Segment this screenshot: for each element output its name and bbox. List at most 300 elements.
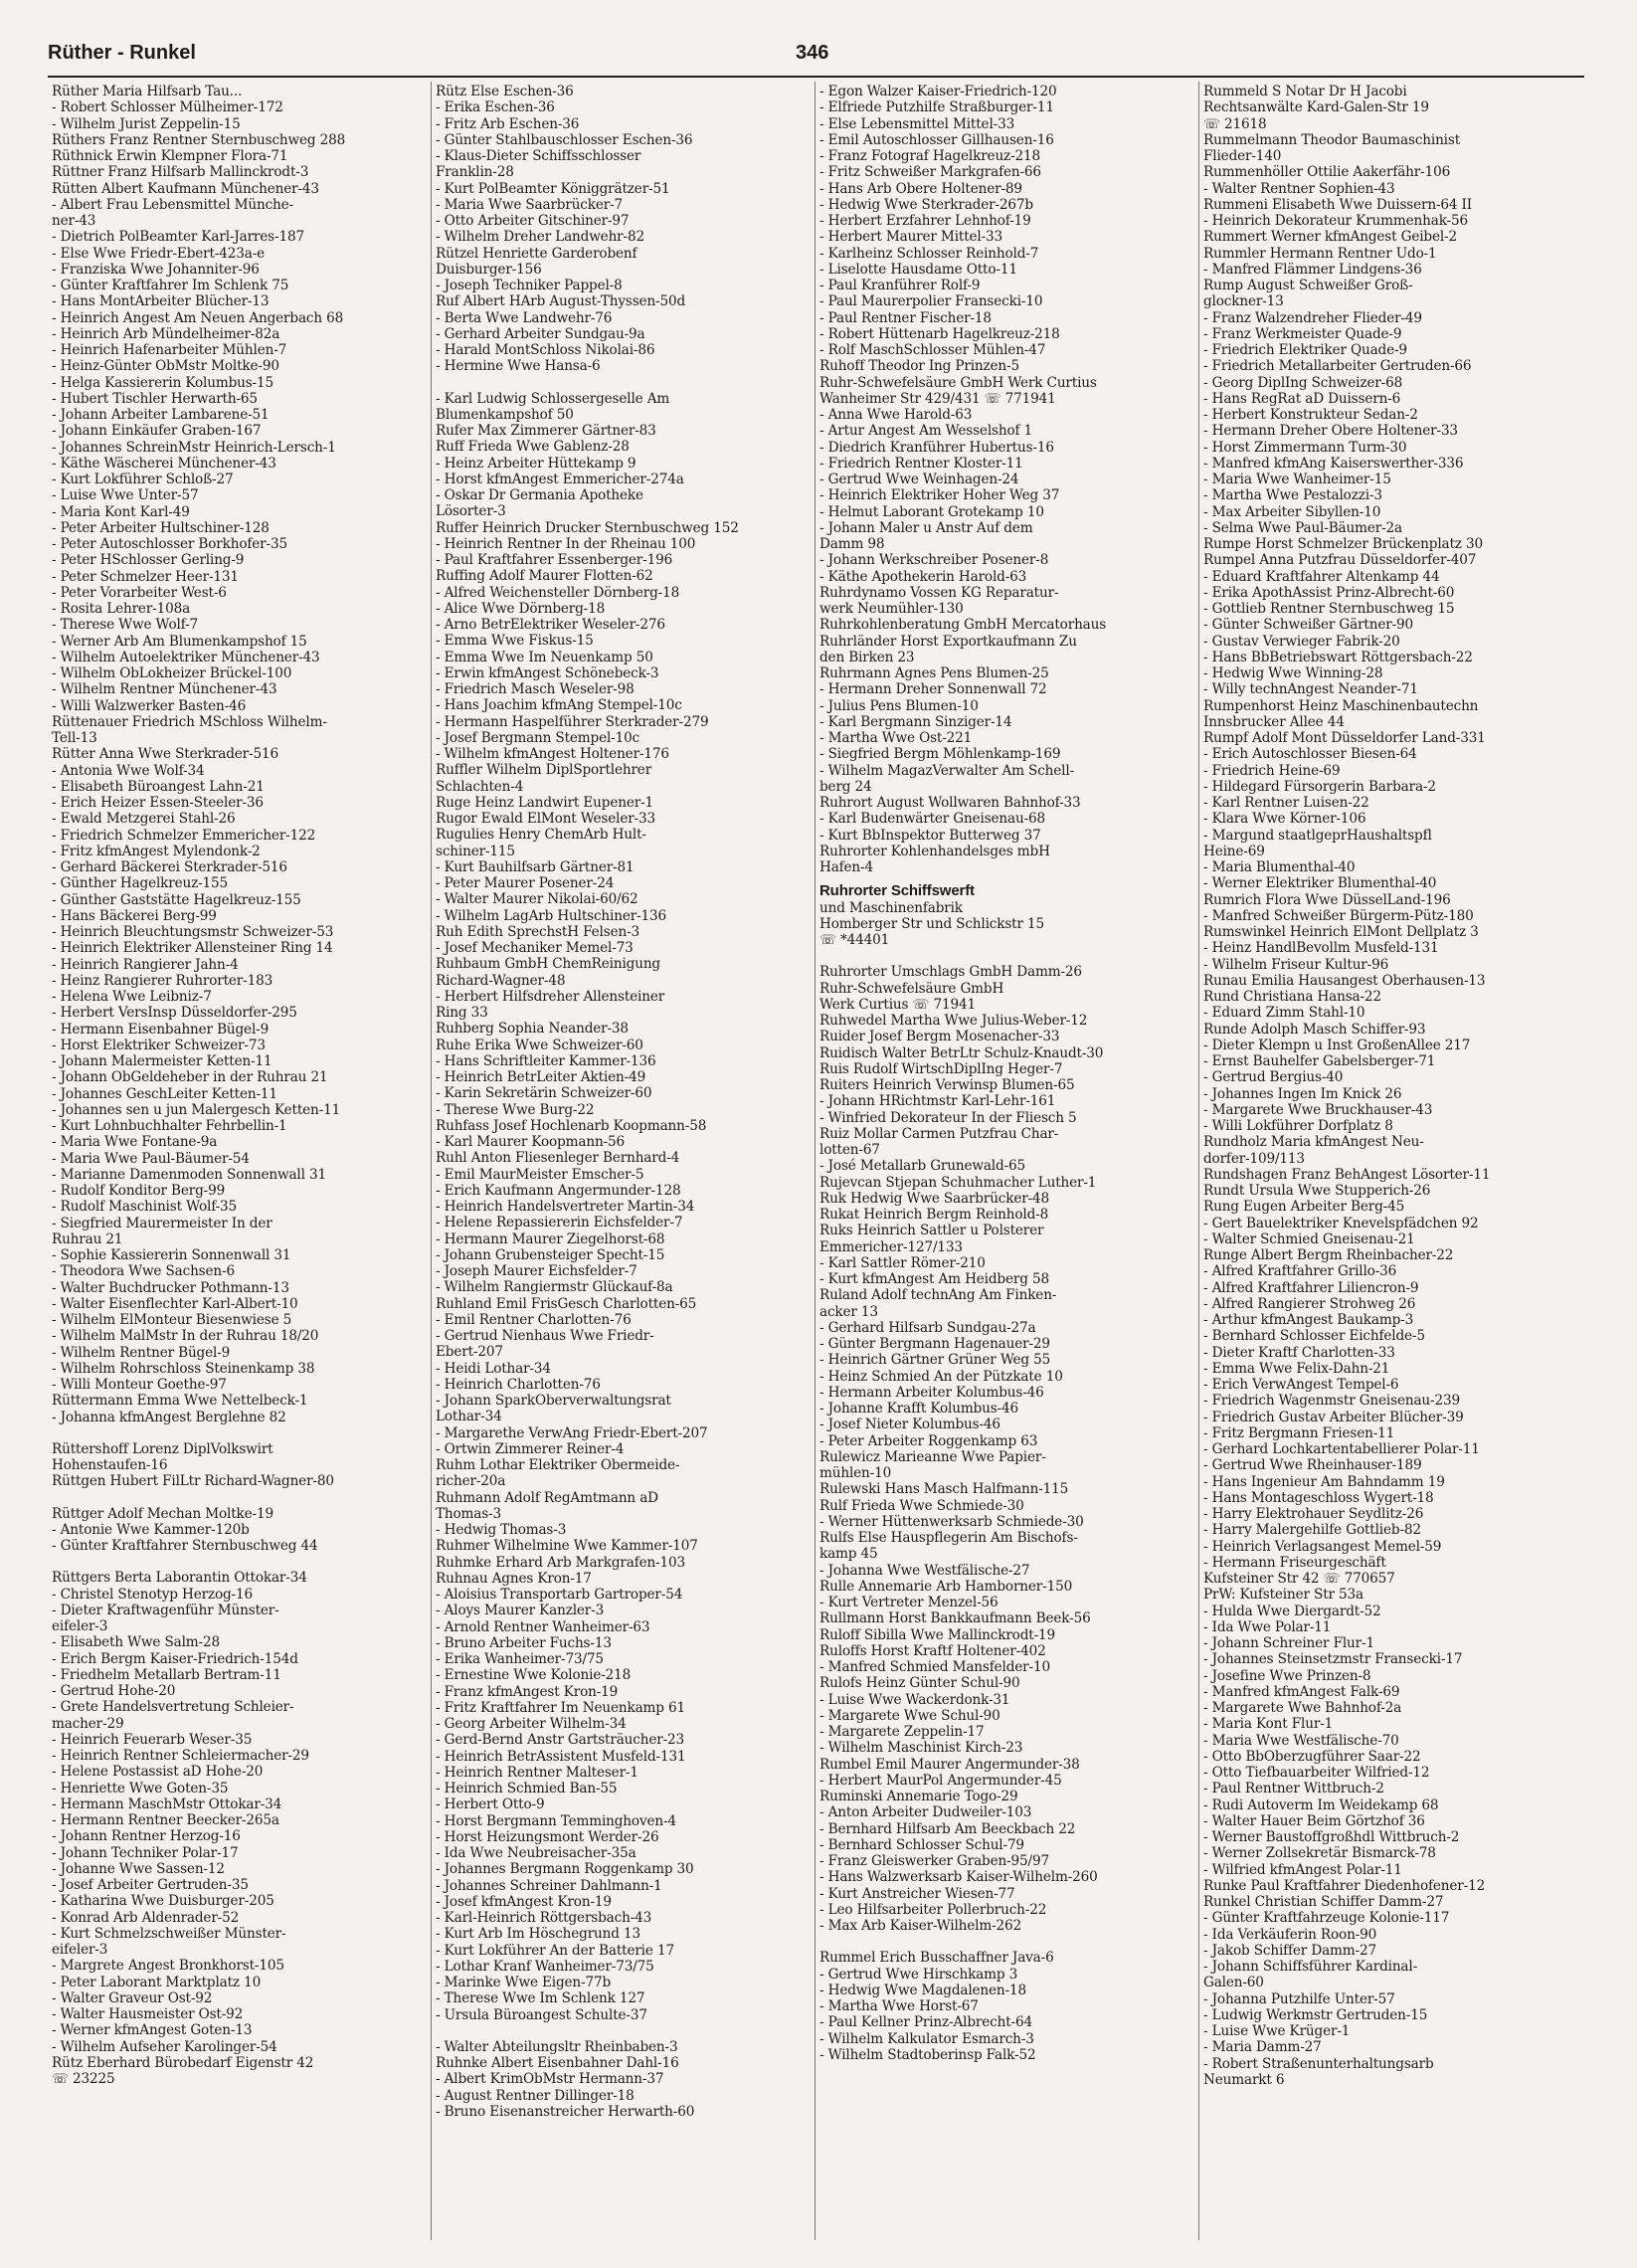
directory-entry: Ruh Edith SprechstH Felsen-3 xyxy=(436,923,640,940)
directory-entry: Ruis Rudolf WirtschDiplIng Heger-7 xyxy=(819,1060,1063,1077)
directory-entry: - Heinrich Elektriker Allensteiner Ring 14 xyxy=(52,940,333,957)
directory-entry: - Wilhelm Rentner Bügel-9 xyxy=(52,1344,231,1361)
directory-entry: - Karlheinz Schlosser Reinhold-7 xyxy=(819,245,1039,262)
directory-entry: Ruminski Annemarie Togo-29 xyxy=(819,1789,1018,1804)
directory-entry: - August Rentner Dillinger-18 xyxy=(436,2087,635,2104)
directory-entry: Ruhfass Josef Hochlenarb Koopmann-58 xyxy=(436,1117,707,1134)
directory-entry: - Egon Walzer Kaiser-Friedrich-120 xyxy=(819,84,1057,99)
directory-entry: - Hedwig Wwe Magdalenen-18 xyxy=(819,1982,1026,1998)
directory-entry: - Jakob Schiffer Damm-27 xyxy=(1203,1942,1376,1959)
directory-entry: - Georg Arbeiter Wilhelm-34 xyxy=(436,1716,627,1732)
directory-entry: - Werner Baustoffgroßhdl Wittbruch-2 xyxy=(1203,1829,1460,1845)
directory-entry: - Liselotte Hausdame Otto-11 xyxy=(819,261,1017,278)
directory-entry: - Arthur kfmAngest Baukamp-3 xyxy=(1203,1312,1414,1328)
directory-entry: - Otto Tiefbauarbeiter Wilfried-12 xyxy=(1203,1765,1430,1781)
directory-entry: - Therese Wwe Wolf-7 xyxy=(52,617,199,634)
directory-entry: Ruff Frieda Wwe Gablenz-28 xyxy=(436,439,630,456)
directory-entry: - Gertrud Wwe Weinhagen-24 xyxy=(819,472,1019,487)
directory-entry: Blumenkampshof 50 xyxy=(436,406,574,423)
directory-entry: - Karin Sekretärin Schweizer-60 xyxy=(436,1085,652,1102)
directory-entry: - Manfred kfmAng Kaiserswerther-336 xyxy=(1203,455,1464,472)
directory-entry: - Maria Blumenthal-40 xyxy=(1203,859,1356,875)
directory-entry: kamp 45 xyxy=(819,1546,878,1563)
directory-entry: - Horst kfmAngest Emmericher-274a xyxy=(436,471,684,487)
directory-entry: Rugulies Henry ChemArb Hult- xyxy=(436,827,646,844)
directory-entry: - Hedwig Wwe Sterkrader-267b xyxy=(819,196,1033,213)
directory-entry: - Maria Wwe Paul-Bäumer-54 xyxy=(52,1150,250,1167)
directory-entry: - Friedrich Gustav Arbeiter Blücher-39 xyxy=(1203,1409,1464,1425)
directory-entry: - Heinrich Rentner In der Rheinau 100 xyxy=(436,535,696,552)
directory-entry: - Dieter Klempn u Inst GroßenAllee 217 xyxy=(1203,1037,1471,1053)
page-number: 346 xyxy=(796,42,829,64)
directory-entry: - Günter Kraftfahrer Sternbuschweg 44 xyxy=(52,1538,318,1554)
directory-entry: - Joseph Techniker Pappel-8 xyxy=(436,278,623,293)
directory-entry: - Josef Mechaniker Memel-73 xyxy=(436,940,634,956)
directory-entry: Ruhe Erika Wwe Schweizer-60 xyxy=(436,1037,643,1053)
directory-entry: - Franz kfmAngest Kron-19 xyxy=(436,1683,619,1700)
directory-entry: - Otto Arbeiter Gitschiner-97 xyxy=(436,213,630,229)
directory-entry: - Elfriede Putzhilfe Straßburger-11 xyxy=(819,99,1054,116)
directory-entry: - Günther Gaststätte Hagelkreuz-155 xyxy=(52,891,301,908)
directory-entry: - Ernst Bauhelfer Gabelsberger-71 xyxy=(1203,1053,1436,1069)
directory-entry: - Walter Graveur Ost-92 xyxy=(52,1989,213,2006)
directory-entry: - Willi Walzwerker Basten-46 xyxy=(52,697,247,714)
directory-entry: - Manfred kfmAngest Falk-69 xyxy=(1203,1683,1400,1700)
directory-entry: PrW: Kufsteiner Str 53a xyxy=(1203,1587,1364,1604)
directory-entry: - Alice Wwe Dörnberg-18 xyxy=(436,600,606,617)
directory-entry: - Martha Wwe Pestalozzi-3 xyxy=(1203,487,1382,504)
directory-entry: - José Metallarb Grunewald-65 xyxy=(819,1158,1025,1175)
directory-entry: - Wilhelm MalMstr In der Ruhrau 18/20 xyxy=(52,1328,319,1345)
directory-entry: - Bernhard Hilfsarb Am Beeckbach 22 xyxy=(819,1820,1076,1837)
directory-entry: Rulewski Hans Masch Halfmann-115 xyxy=(819,1481,1069,1498)
directory-entry: Duisburger-156 xyxy=(436,261,542,278)
directory-entry: - Paul Kellner Prinz-Albrecht-64 xyxy=(819,2014,1032,2031)
directory-entry: schiner-115 xyxy=(436,843,515,859)
directory-entry: - Franz Gleiswerker Graben-95/97 xyxy=(819,1853,1049,1869)
directory-entry: Ruider Josef Bergm Mosenacher-33 xyxy=(819,1029,1060,1045)
directory-entry: - Gottlieb Rentner Sternbuschweg 15 xyxy=(1203,601,1455,617)
directory-entry: - Heinz Rangierer Ruhrorter-183 xyxy=(52,972,273,989)
directory-entry: Runge Albert Bergm Rheinbacher-22 xyxy=(1203,1247,1454,1263)
directory-entry: - Albert Frau Lebensmittel Münche- xyxy=(52,196,293,213)
directory-entry: - Walter Schmied Gneisenau-21 xyxy=(1203,1230,1415,1247)
directory-entry: Heine-69 xyxy=(1203,843,1265,859)
directory-entry: - Wilhelm ElMonteur Biesenwiese 5 xyxy=(52,1312,292,1328)
directory-entry: - Wilhelm ObLokheizer Brückel-100 xyxy=(52,665,292,681)
directory-entry: - Helene Repassiererin Eichsfelder-7 xyxy=(436,1215,683,1231)
directory-entry: - Günther Hagelkreuz-155 xyxy=(52,875,229,892)
directory-entry: - Hans BbBetriebswart Röttgersbach-22 xyxy=(1203,649,1473,665)
directory-entry: - Josef Bergmann Stempel-10c xyxy=(436,729,640,746)
directory-entry: - Johann HRichtmstr Karl-Lehr-161 xyxy=(819,1093,1056,1110)
directory-entry: Rüttgen Hubert FilLtr Richard-Wagner-80 xyxy=(52,1473,334,1490)
directory-entry: Ruks Heinrich Sattler u Polsterer xyxy=(819,1223,1044,1239)
directory-entry: - Johann ObGeldeheber in der Ruhrau 21 xyxy=(52,1069,328,1086)
directory-entry: - Eduard Zimm Stahl-10 xyxy=(1203,1005,1365,1022)
directory-entry: - Arno BetrElektriker Weseler-276 xyxy=(436,617,665,633)
directory-entry: - Hedwig Thomas-3 xyxy=(436,1522,567,1538)
directory-entry: Ruhwedel Martha Wwe Julius-Weber-12 xyxy=(819,1013,1088,1029)
directory-entry: - Erich Heizer Essen-Steeler-36 xyxy=(52,795,264,811)
directory-entry: - Hermann Eisenbahner Bügel-9 xyxy=(52,1021,270,1038)
directory-entry: - Konrad Arb Aldenrader-52 xyxy=(52,1909,240,1926)
directory-entry: - Emil MaurMeister Emscher-5 xyxy=(436,1166,644,1183)
directory-entry: - Maria Wwe Fontane-9a xyxy=(52,1134,218,1151)
directory-entry: - Manfred Flämmer Lindgens-36 xyxy=(1203,261,1422,278)
directory-entry: - Maria Damm-27 xyxy=(1203,2039,1322,2056)
directory-entry: - Gert Bauelektriker Knevelspfädchen 92 xyxy=(1203,1215,1479,1231)
directory-entry: - Joseph Maurer Eichsfelder-7 xyxy=(436,1263,637,1279)
directory-entry: - Johannes SchreinMstr Heinrich-Lersch-1 xyxy=(52,439,336,456)
directory-entry: Rummert Werner kfmAngest Geibel-2 xyxy=(1203,229,1457,246)
directory-entry: - Johann Malermeister Ketten-11 xyxy=(52,1053,273,1069)
directory-entry: - Alfred Weichensteller Dörnberg-18 xyxy=(436,584,680,601)
directory-entry: - Johannes sen u jun Malergesch Ketten-11 xyxy=(52,1101,341,1118)
directory-entry: Ruge Heinz Landwirt Eupener-1 xyxy=(436,794,654,811)
directory-entry: - Peter Maurer Posener-24 xyxy=(436,875,615,891)
directory-entry: - Harry Malergehilfe Gottlieb-82 xyxy=(1203,1522,1421,1539)
directory-entry: - Erika ApothAssist Prinz-Albrecht-60 xyxy=(1203,584,1455,601)
directory-entry: - Heinrich Handelsvertreter Martin-34 xyxy=(436,1199,695,1215)
directory-entry: Rugor Ewald ElMont Weseler-33 xyxy=(436,811,656,827)
directory-entry: - Herbert Otto-9 xyxy=(436,1796,545,1813)
directory-entry: Ruf Albert HArb August-Thyssen-50d xyxy=(436,293,686,310)
directory-entry: Rummler Hermann Rentner Udo-1 xyxy=(1203,245,1437,262)
directory-entry: - Johann Rentner Herzog-16 xyxy=(52,1828,241,1845)
directory-entry: - Heidi Lothar-34 xyxy=(436,1360,551,1377)
directory-entry: - Luise Wwe Wackerdonk-31 xyxy=(819,1691,1010,1708)
directory-entry: Rundholz Maria kfmAngest Neu- xyxy=(1203,1134,1424,1151)
directory-entry: - Karl Maurer Koopmann-56 xyxy=(436,1134,625,1150)
directory-entry: - Otto BbOberzugführer Saar-22 xyxy=(1203,1748,1421,1765)
directory-entry: - Franz Walzendreher Flieder-49 xyxy=(1203,309,1422,326)
directory-entry: - Bernhard Schlosser Eichfelde-5 xyxy=(1203,1328,1425,1345)
directory-entry: - Hermann Maurer Ziegelhorst-68 xyxy=(436,1230,665,1247)
directory-entry: - Helena Wwe Leibniz-7 xyxy=(52,989,212,1005)
directory-entry: Ruhrmann Agnes Pens Blumen-25 xyxy=(819,665,1049,681)
directory-entry: - Friedrich Schmelzer Emmericher-122 xyxy=(52,827,316,844)
directory-entry: - Aloys Maurer Kanzler-3 xyxy=(436,1603,605,1619)
directory-entry: - Hans Arb Obere Holtener-89 xyxy=(819,180,1022,197)
directory-entry: Richard-Wagner-48 xyxy=(436,972,566,989)
page-header xyxy=(48,40,1584,78)
directory-entry: Rulf Frieda Wwe Schmiede-30 xyxy=(819,1497,1024,1514)
directory-entry: macher-29 xyxy=(52,1715,124,1732)
directory-entry: Rumpel Anna Putzfrau Düsseldorfer-407 xyxy=(1203,552,1477,569)
directory-entry: - Kurt Lohnbuchhalter Fehrbellin-1 xyxy=(52,1118,287,1134)
directory-entry: - Siegfried Maurermeister In der xyxy=(52,1215,273,1231)
directory-entry: Rütter Anna Wwe Sterkrader-516 xyxy=(52,746,278,763)
directory-entry: Ruk Hedwig Wwe Saarbrücker-48 xyxy=(819,1190,1050,1207)
directory-entry: acker 13 xyxy=(819,1303,878,1320)
directory-entry: - Margarete Wwe Bahnhof-2a xyxy=(1203,1700,1402,1716)
directory-entry: - Johann Werkschreiber Posener-8 xyxy=(819,552,1049,569)
directory-entry: werk Neumühler-130 xyxy=(819,601,964,617)
directory-entry: - Anna Wwe Harold-63 xyxy=(819,407,973,423)
directory-entry: Rüttermann Emma Wwe Nettelbeck-1 xyxy=(52,1393,308,1410)
directory-entry: - Berta Wwe Landwehr-76 xyxy=(436,309,613,326)
directory-entry: - Heinrich Verlagsangest Memel-59 xyxy=(1203,1538,1442,1555)
directory-entry: - Paul Kraftfahrer Essenberger-196 xyxy=(436,552,673,568)
directory-entry: Ruhrdynamo Vossen KG Reparatur- xyxy=(819,584,1059,601)
directory-entry: - Georg DiplIng Schweizer-68 xyxy=(1203,374,1403,391)
directory-entry: - Robert Schlosser Mülheimer-172 xyxy=(52,99,283,116)
directory-entry: - Gertrud Hohe-20 xyxy=(52,1683,176,1699)
directory-entry: - Franziska Wwe Johanniter-96 xyxy=(52,261,260,278)
directory-entry: Tell-13 xyxy=(52,730,97,746)
directory-entry: - Herbert Konstrukteur Sedan-2 xyxy=(1203,407,1418,423)
directory-entry: - Friedrich Rentner Kloster-11 xyxy=(819,455,1023,472)
directory-entry: - Hans Schriftleiter Kammer-136 xyxy=(436,1052,656,1069)
directory-entry: - Karl-Heinrich Röttgersbach-43 xyxy=(436,1910,652,1926)
directory-entry: - Josefine Wwe Prinzen-8 xyxy=(1203,1667,1371,1684)
directory-entry: - Hans Ingenieur Am Bahndamm 19 xyxy=(1203,1473,1445,1490)
directory-entry: - Wilhelm Kalkulator Esmarch-3 xyxy=(819,2030,1034,2047)
directory-entry: - Manfred Schmied Mansfelder-10 xyxy=(819,1659,1050,1675)
directory-entry: - Johann Schreiner Flur-1 xyxy=(1203,1635,1374,1651)
directory-entry: - Wilhelm Dreher Landwehr-82 xyxy=(436,229,644,246)
directory-entry: - Kurt Lokführer An der Batterie 17 xyxy=(436,1942,674,1959)
directory-entry: - Maria Wwe Westfälische-70 xyxy=(1203,1732,1399,1749)
directory-entry: Ruhbaum GmbH ChemReinigung xyxy=(436,956,660,973)
directory-entry: - Werner kfmAngest Goten-13 xyxy=(52,2022,253,2039)
directory-entry: Rüttger Adolf Mechan Moltke-19 xyxy=(52,1505,273,1522)
directory-entry: - Franz Werkmeister Quade-9 xyxy=(1203,325,1402,342)
directory-entry: - Werner Arb Am Blumenkampshof 15 xyxy=(52,633,307,650)
directory-entry: - Rosita Lehrer-108a xyxy=(52,601,191,617)
directory-entry: - Heinrich Charlotten-76 xyxy=(436,1376,601,1393)
directory-entry: - Bernhard Schlosser Schul-79 xyxy=(819,1836,1024,1853)
directory-entry: und Maschinenfabrik xyxy=(819,899,963,916)
directory-entry: lotten-67 xyxy=(819,1142,880,1158)
directory-entry: - Johann Arbeiter Lambarene-51 xyxy=(52,407,270,423)
directory-entry: - Peter Arbeiter Roggenkamp 63 xyxy=(819,1432,1038,1449)
directory-entry: - Hans RegRat aD Duissern-6 xyxy=(1203,390,1401,407)
directory-entry: - Günter Schweißer Gärtner-90 xyxy=(1203,617,1414,634)
directory-entry: - Erwin kfmAngest Schönebeck-3 xyxy=(436,664,659,681)
directory-entry: Ruhland Emil FrisGesch Charlotten-65 xyxy=(436,1295,697,1312)
directory-entry: - Walter Hauer Beim Görtzhof 36 xyxy=(1203,1812,1425,1829)
directory-entry: Rüttenauer Friedrich MSchloss Wilhelm- xyxy=(52,713,327,730)
directory-entry: Hohenstaufen-16 xyxy=(52,1457,168,1473)
directory-entry: Ruhr-Schwefelsäure GmbH xyxy=(819,980,1004,997)
directory-entry: - Günter Kraftfahrer Im Schlenk 75 xyxy=(52,278,289,293)
directory-entry: Ruhmann Adolf RegAmtmann aD xyxy=(436,1489,658,1506)
directory-entry: - Else Wwe Friedr-Ebert-423a-e xyxy=(52,245,266,262)
directory-entry: - Horst Heizungsmont Werder-26 xyxy=(436,1828,659,1845)
directory-entry: Homberger Str und Schlickstr 15 xyxy=(819,915,1044,932)
directory-entry: Hafen-4 xyxy=(819,859,873,875)
directory-entry: - Erich Autoschlosser Biesen-64 xyxy=(1203,746,1417,763)
directory-entry: - Josef kfmAngest Kron-19 xyxy=(436,1893,612,1910)
directory-entry: - Martha Wwe Horst-67 xyxy=(819,1998,979,2014)
directory-entry: Rüthnick Erwin Klempner Flora-71 xyxy=(52,148,288,164)
directory-entry: - Werner Elektriker Blumenthal-40 xyxy=(1203,875,1437,892)
directory-entry: - Fritz kfmAngest Mylendonk-2 xyxy=(52,843,261,859)
directory-entry: - Josef Arbeiter Gertruden-35 xyxy=(52,1877,249,1893)
directory-entry: - Karl Rentner Luisen-22 xyxy=(1203,795,1369,811)
directory-entry: Rummelmann Theodor Baumaschinist xyxy=(1203,131,1461,148)
directory-entry: - Hermann Dreher Obere Holtener-33 xyxy=(1203,423,1458,440)
directory-entry: - Alfred Kraftfahrer Liliencron-9 xyxy=(1203,1279,1419,1296)
directory-entry: - Walter Abteilungsltr Rheinbaben-3 xyxy=(436,2038,678,2055)
directory-entry: - Albert KrimObMstr Hermann-37 xyxy=(436,2071,664,2088)
directory-entry: - Theodora Wwe Sachsen-6 xyxy=(52,1263,235,1280)
directory-entry: - Leo Hilfsarbeiter Pollerbruch-22 xyxy=(819,1901,1047,1918)
directory-entry: Rüthers Franz Rentner Sternbuschweg 288 xyxy=(52,131,346,148)
directory-entry: - Henriette Wwe Goten-35 xyxy=(52,1780,229,1796)
directory-entry: - Katharina Wwe Duisburger-205 xyxy=(52,1893,274,1910)
directory-entry: Rütten Albert Kaufmann Münchener-43 xyxy=(52,180,319,197)
directory-entry: - Wilhelm Rentner Münchener-43 xyxy=(52,681,277,698)
directory-entry: - Johanne Wwe Sassen-12 xyxy=(52,1860,225,1877)
directory-entry: Ruhm Lothar Elektriker Obermeide- xyxy=(436,1457,680,1473)
directory-entry: - Günter Bergmann Hagenauer-29 xyxy=(819,1336,1050,1352)
directory-entry: - Erich Kaufmann Angermunder-128 xyxy=(436,1182,681,1199)
directory-entry: - Christel Stenotyp Herzog-16 xyxy=(52,1586,253,1603)
directory-entry: - Johanna kfmAngest Berglehne 82 xyxy=(52,1409,286,1425)
directory-entry: Kufsteiner Str 42 ☏ 770657 xyxy=(1203,1571,1395,1587)
directory-entry: - Günter Stahlbauschlosser Eschen-36 xyxy=(436,131,693,148)
directory-entry: - Heinrich Rentner Schleiermacher-29 xyxy=(52,1748,309,1764)
directory-entry: - Kurt Bauhilfsarb Gärtner-81 xyxy=(436,858,635,875)
column-1 xyxy=(48,82,432,2240)
directory-entry: - Johannes Schreiner Dahlmann-1 xyxy=(436,1877,662,1894)
directory-entry: Ruhmer Wilhelmine Wwe Kammer-107 xyxy=(436,1538,698,1555)
directory-entry: - Julius Pens Blumen-10 xyxy=(819,697,979,714)
directory-entry: Rummeni Elisabeth Wwe Duissern-64 II xyxy=(1203,196,1472,213)
directory-entry: - Werner Zollsekretär Bismarck-78 xyxy=(1203,1845,1436,1862)
directory-entry: berg 24 xyxy=(819,778,872,795)
directory-entry: ☏ *44401 xyxy=(819,932,890,948)
directory-entry: richer-20a xyxy=(436,1473,506,1490)
directory-entry: - Wilhelm Aufseher Karolinger-54 xyxy=(52,2038,277,2055)
directory-entry: - Klara Wwe Körner-106 xyxy=(1203,811,1366,828)
directory-entry: - Erich Bergm Kaiser-Friedrich-154d xyxy=(52,1650,298,1667)
directory-entry: - Margarete Wwe Schul-90 xyxy=(819,1707,1000,1724)
directory-entry: Flieder-140 xyxy=(1203,148,1282,164)
directory-entry: - Kurt Anstreicher Wiesen-77 xyxy=(819,1885,1015,1902)
directory-entry: - Rudolf Maschinist Wolf-35 xyxy=(52,1199,238,1216)
directory-entry: - Rolf MaschSchlosser Mühlen-47 xyxy=(819,342,1046,358)
directory-entry: - Kurt BbInspektor Butterweg 37 xyxy=(819,827,1041,844)
directory-entry: Rütz Eberhard Bürobedarf Eigenstr 42 xyxy=(52,2054,314,2071)
directory-entry: - Manfred Schweißer Bürgerm-Pütz-180 xyxy=(1203,907,1474,924)
directory-entry: - Friedhelm Metallarb Bertram-11 xyxy=(52,1666,281,1683)
directory-entry: Ruhberg Sophia Neander-38 xyxy=(436,1021,629,1038)
directory-entry: Rung Eugen Arbeiter Berg-45 xyxy=(1203,1199,1405,1216)
directory-entry: - Emma Wwe Felix-Dahn-21 xyxy=(1203,1360,1390,1377)
directory-entry: - Gertrud Wwe Hirschkamp 3 xyxy=(819,1966,1018,1983)
directory-entry: Rump August Schweißer Groß- xyxy=(1203,278,1413,293)
directory-entry: - Hulda Wwe Diergardt-52 xyxy=(1203,1603,1381,1619)
directory-entry: - Hans MontArbeiter Blücher-13 xyxy=(52,293,270,310)
directory-entry: - Heinz Arbeiter Hüttekamp 9 xyxy=(436,455,637,472)
directory-entry: - Willy technAngest Neander-71 xyxy=(1203,681,1418,698)
directory-entry: - Maria Kont Flur-1 xyxy=(1203,1716,1334,1733)
directory-entry: - Ida Wwe Polar-11 xyxy=(1203,1618,1332,1635)
directory-entry: Ebert-207 xyxy=(436,1344,503,1361)
directory-entry: - Heinz Schmied An der Pützkate 10 xyxy=(819,1368,1063,1385)
directory-entry: Werk Curtius ☏ 71941 xyxy=(819,996,977,1013)
directory-entry: - Johann SparkOberverwaltungsrat xyxy=(436,1393,671,1409)
directory-entry: - Hubert Tischler Herwarth-65 xyxy=(52,390,258,407)
directory-entry: - Friedrich Metallarbeiter Gertruden-66 xyxy=(1203,358,1472,375)
directory-entry: - Paul Rentner Fischer-18 xyxy=(819,309,992,326)
directory-entry: Galen-60 xyxy=(1203,1975,1264,1991)
directory-entry: - Diedrich Kranführer Hubertus-16 xyxy=(819,439,1054,456)
directory-entry: - Walter Eisenflechter Karl-Albert-10 xyxy=(52,1295,298,1312)
directory-entry: - Johann Grubensteiger Specht-15 xyxy=(436,1246,665,1263)
directory-entry: - Günter Kraftfahrzeuge Kolonie-117 xyxy=(1203,1910,1450,1927)
directory-entry: - Maria Wwe Wanheimer-15 xyxy=(1203,472,1391,487)
directory-entry: - Josef Nieter Kolumbus-46 xyxy=(819,1417,1000,1433)
directory-entry: - Hedwig Wwe Winning-28 xyxy=(1203,665,1383,681)
directory-entry: - Hermann Rentner Beecker-265a xyxy=(52,1812,279,1828)
directory-entry: Franklin-28 xyxy=(436,164,514,181)
directory-entry: - Oskar Dr Germania Apotheke xyxy=(436,487,643,503)
directory-entry: - Wilhelm Stadtoberinsp Falk-52 xyxy=(819,2046,1036,2063)
directory-entry: - Erika Eschen-36 xyxy=(436,99,555,116)
directory-entry: Rulfs Else Hauspflegerin Am Bischofs- xyxy=(819,1530,1078,1546)
directory-entry: - Paul Rentner Wittbruch-2 xyxy=(1203,1781,1384,1797)
directory-entry: - Luise Wwe Krüger-1 xyxy=(1203,2023,1351,2039)
directory-entry: - Gerd-Bernd Anstr Gartsträucher-23 xyxy=(436,1732,685,1749)
directory-entry: Ruloffs Horst Kraftf Holtener-402 xyxy=(819,1642,1046,1659)
directory-entry: Ring 33 xyxy=(436,1005,488,1021)
directory-entry: den Birken 23 xyxy=(819,649,915,665)
directory-entry: - Johann Techniker Polar-17 xyxy=(52,1844,239,1861)
directory-entry: - Hans Walzwerksarb Kaiser-Wilhelm-260 xyxy=(819,1869,1098,1886)
directory-entry: Ruhrort August Wollwaren Bahnhof-33 xyxy=(819,795,1081,811)
directory-entry: - Margrete Angest Bronkhorst-105 xyxy=(52,1958,284,1975)
directory-entry: Ruiters Heinrich Verwinsp Blumen-65 xyxy=(819,1077,1075,1093)
directory-entry: - Ida Verkäuferin Roon-90 xyxy=(1203,1926,1377,1943)
directory-entry: - Siegfried Bergm Möhlenkamp-169 xyxy=(819,746,1061,763)
directory-entry: - Heinz-Günter ObMstr Moltke-90 xyxy=(52,358,279,375)
directory-entry: - Dieter Kraftf Charlotten-33 xyxy=(1203,1344,1395,1361)
directory-entry: - Fritz Bergmann Friesen-11 xyxy=(1203,1424,1395,1441)
directory-entry: - Heinrich Elektriker Hoher Weg 37 xyxy=(819,487,1060,504)
directory-entry: - Walter Maurer Nikolai-60/62 xyxy=(436,891,638,908)
directory-entry: Rumbel Emil Maurer Angermunder-38 xyxy=(819,1756,1080,1773)
directory-entry: - Walter Rentner Sophien-43 xyxy=(1203,180,1395,197)
directory-entry: - Kurt Schmelzschweißer Münster- xyxy=(52,1925,286,1942)
directory-entry: - Eduard Kraftfahrer Altenkamp 44 xyxy=(1203,568,1440,585)
directory-entry: Ruhnke Albert Eisenbahner Dahl-16 xyxy=(436,2055,679,2071)
directory-entry: - Ernestine Wwe Kolonie-218 xyxy=(436,1667,632,1684)
directory-entry: Ruffing Adolf Maurer Flotten-62 xyxy=(436,568,653,585)
directory-entry: - Erich VerwAngest Tempel-6 xyxy=(1203,1377,1399,1393)
directory-entry: - Maria Kont Karl-49 xyxy=(52,503,190,520)
directory-entry: - Bruno Arbeiter Fuchs-13 xyxy=(436,1634,612,1651)
running-head: Rüther - Runkel xyxy=(48,42,196,64)
directory-entry: - Artur Angest Am Wesselshof 1 xyxy=(819,423,1033,440)
directory-entry: - Max Arbeiter Sibyllen-10 xyxy=(1203,503,1381,520)
directory-entry: - Gertrud Wwe Rheinhauser-189 xyxy=(1203,1457,1422,1474)
directory-entry: - Rudi Autoverm Im Weidekamp 68 xyxy=(1203,1796,1439,1813)
directory-entry: - Alfred Rangierer Strohweg 26 xyxy=(1203,1295,1416,1312)
directory-entry: - Marianne Damenmoden Sonnenwall 31 xyxy=(52,1166,326,1183)
directory-entry: Ruhrländer Horst Exportkaufmann Zu xyxy=(819,633,1077,650)
company-heading: Ruhrorter Schiffswerft xyxy=(819,883,975,900)
directory-entry: - Walter Buchdrucker Pothmann-13 xyxy=(52,1279,289,1296)
directory-entry: - Emma Wwe Im Neuenkamp 50 xyxy=(436,649,653,665)
directory-entry: - Helga Kassiererin Kolumbus-15 xyxy=(52,374,273,391)
directory-entry: - Wilhelm Maschinist Kirch-23 xyxy=(819,1740,1023,1757)
directory-entry: - Robert Straßenunterhaltungsarb xyxy=(1203,2055,1434,2072)
